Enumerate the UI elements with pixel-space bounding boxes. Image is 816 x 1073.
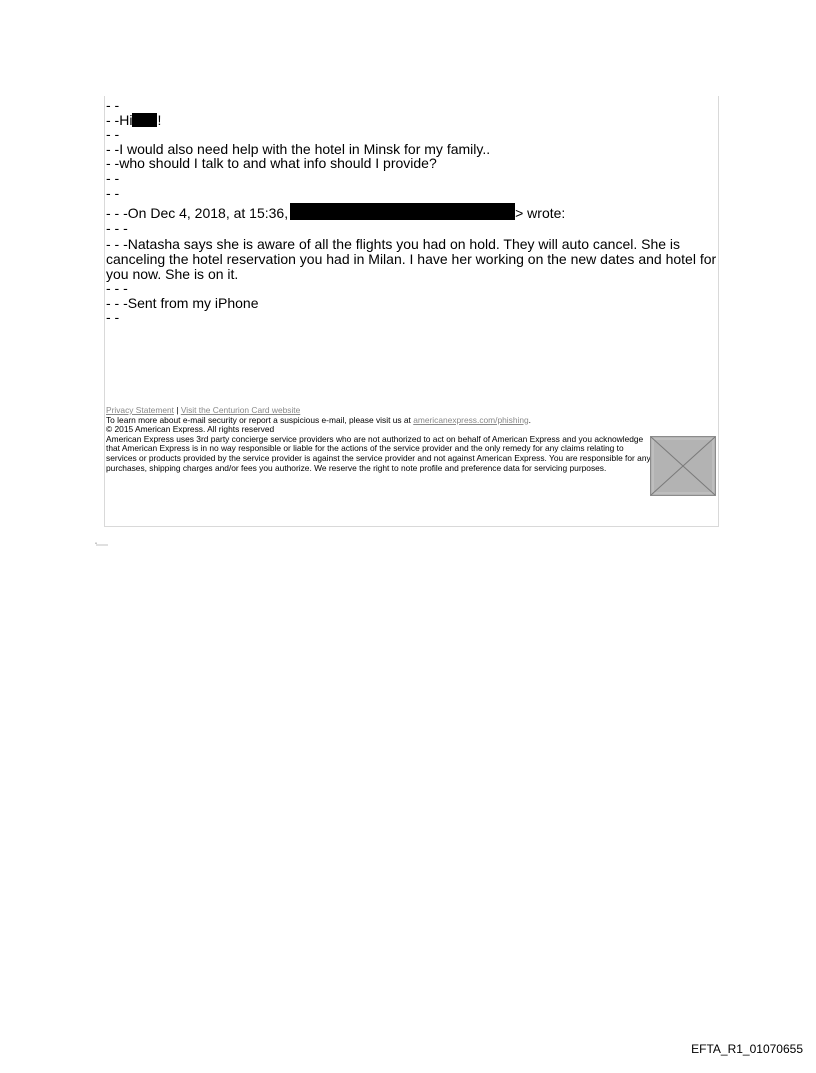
- security-notice-end: .: [528, 414, 531, 425]
- copyright: © 2015 American Express. All rights reserved: [106, 424, 275, 435]
- redacted-email: [290, 203, 515, 220]
- quote-separator: - - -: [106, 280, 128, 297]
- greeting-line: [106, 113, 718, 128]
- document-id: EFTA_R1_01070655: [691, 1042, 803, 1056]
- link-divider: |: [176, 405, 179, 415]
- signature-line: - - -Sent from my iPhone: [106, 294, 259, 311]
- privacy-statement-link[interactable]: Privacy Statement: [106, 405, 174, 415]
- scan-mark: [95, 542, 109, 546]
- security-notice-text: To learn more about e-mail security or report a suspicious e-mail, please visit us at: [106, 414, 411, 425]
- quote-separator: - -: [106, 309, 120, 326]
- redacted-name: [132, 113, 157, 127]
- email-footer: [106, 406, 651, 473]
- greeting-prefix: - -Hi: [106, 111, 133, 128]
- who-to-talk-line: - -who should I talk to and what info should I provide?: [106, 155, 437, 172]
- email-body: [106, 98, 718, 325]
- quoted-message: - - -Natasha says she is aware of all the flights you had on hold. They will auto cancel. She is canceling the hotel reservation you had in Milan. I have her working on the new dates and hotel for you now. She is on it.: [106, 236, 717, 282]
- quote-header-suffix: > wrote:: [515, 205, 566, 222]
- quote-separator: - -: [106, 169, 120, 186]
- greeting-suffix: !: [157, 111, 162, 128]
- centurion-card-link[interactable]: Visit the Centurion Card website: [180, 405, 301, 415]
- quote-separator: - -: [106, 97, 120, 113]
- quote-separator: - - -: [106, 219, 128, 236]
- broken-image-icon: [650, 436, 716, 496]
- quote-header: [106, 203, 718, 221]
- quote-separator: - -: [106, 126, 120, 143]
- legal-disclaimer: American Express uses 3rd party concierge service providers who are not authorized to act on behalf of American Express and you acknowledge that American Express is in no way responsible or liable for the actions of the service provider and the only remedy for any claims relating to services or products provided by the service provider is against the service provider and not against American Express. You are responsible for any purchases, shipping charges and/or fees you authorize. We reserve the right to note profile and preference data for servicing purposes.: [106, 433, 651, 473]
- phishing-link[interactable]: americanexpress.com/phishing: [413, 414, 529, 425]
- quote-separator: - -: [106, 184, 120, 201]
- hotel-request-line: - -I would also need help with the hotel in Minsk for my family..: [106, 140, 491, 157]
- quote-header-prefix: - - -On Dec 4, 2018, at 15:36,: [106, 205, 289, 222]
